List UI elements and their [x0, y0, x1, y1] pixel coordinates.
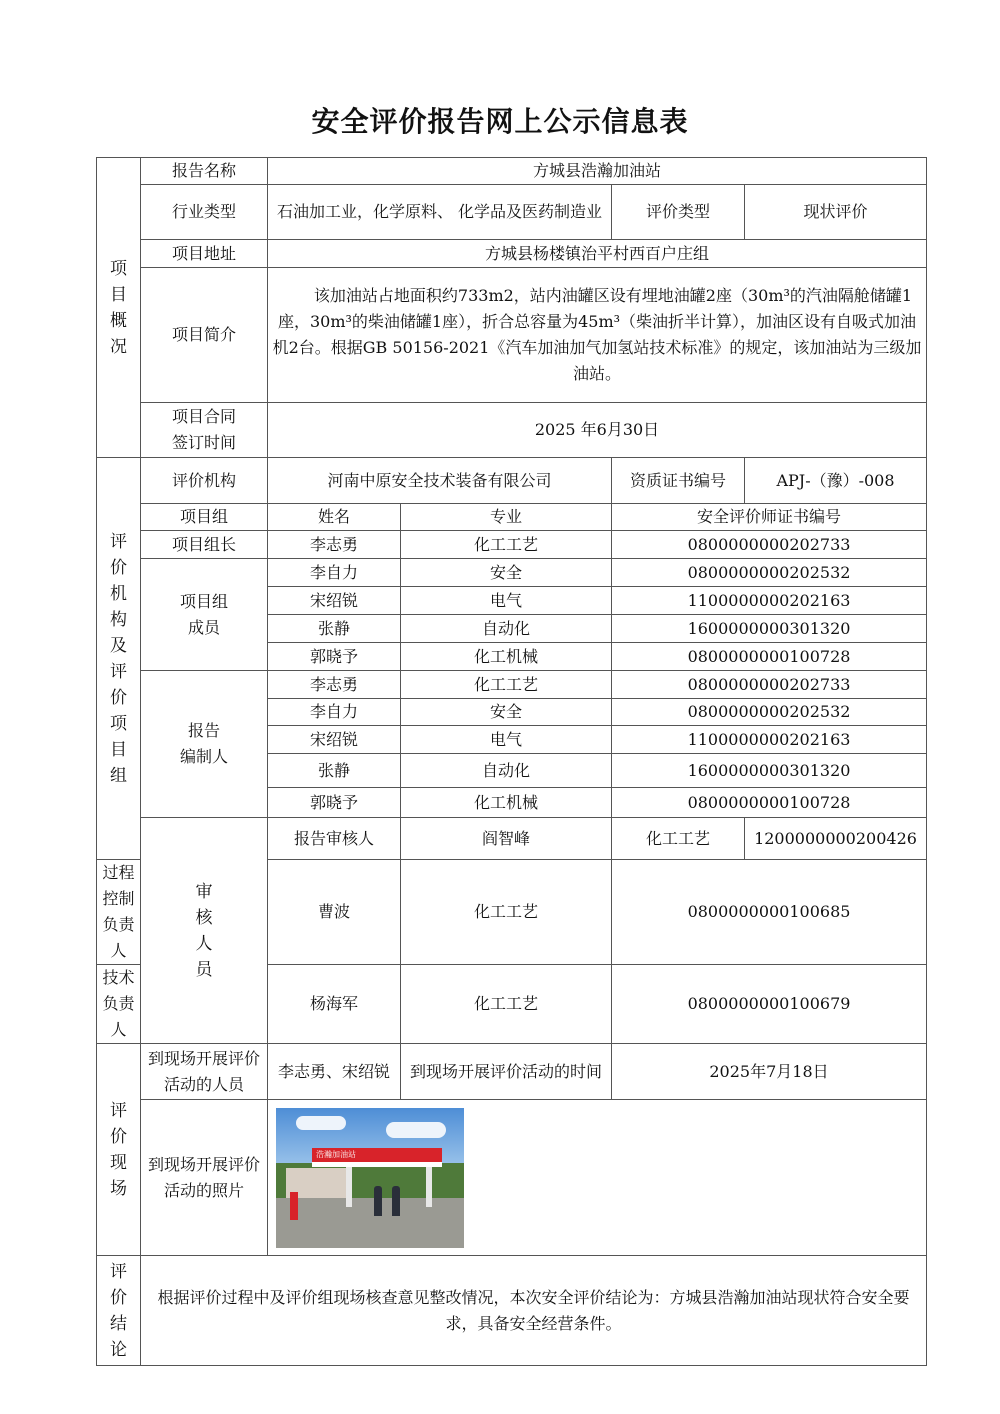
row-agency	[97, 458, 927, 504]
process-cert: 0800000000100685	[612, 860, 927, 965]
auditor-cert: 1200000000200426	[745, 818, 927, 860]
member-cert: 1600000000301320	[612, 615, 927, 643]
contract-date: 2025 年6月30日	[268, 403, 927, 458]
conclusion-text: 根据评价过程中及评价组现场核查意见整改情况，本次安全评价结论为：方城县浩瀚加油站现状符合安全要求，具备安全经营条件。	[141, 1256, 927, 1366]
row-address	[97, 240, 927, 268]
tech-name: 杨海军	[268, 965, 401, 1044]
table-row	[97, 559, 927, 587]
eval-type-value: 现状评价	[745, 185, 927, 240]
intro-label: 项目简介	[141, 268, 268, 403]
section-conclusion: 评价结论	[97, 1256, 141, 1366]
page-title: 安全评价报告网上公示信息表	[311, 105, 689, 138]
site-people-label: 到现场开展评价活动的人员	[141, 1044, 268, 1100]
cert-value: APJ-（豫）-008	[745, 458, 927, 504]
member-name: 郭晓予	[268, 643, 401, 671]
row-contract	[97, 403, 927, 458]
row-site-people	[97, 1044, 927, 1100]
leader-name: 李志勇	[268, 531, 401, 559]
intro-value: 该加油站占地面积约733m2，站内油罐区设有埋地油罐2座（30m³的汽油隔舱储罐1座，30m³的柴油储罐1座），折合总容量为45m³（柴油折半计算），加油区设有自吸式加油机2台。根据GB 50156-2021《汽车加油加气加氢站技术标准》的规定，该加油站为三级加油站。	[268, 268, 927, 403]
auditor-name: 阎智峰	[401, 818, 612, 860]
leader-label: 项目组长	[141, 531, 268, 559]
agency-label: 评价机构	[141, 458, 268, 504]
section-overview: 项目概况	[97, 158, 141, 458]
member-cert: 0800000000202532	[612, 559, 927, 587]
section-review: 审核人员	[141, 818, 268, 1044]
industry-value: 石油加工业，化学原料、 化学品及医药制造业	[268, 185, 612, 240]
member-name: 张静	[268, 615, 401, 643]
member-name: 宋绍锐	[268, 587, 401, 615]
station-sign-text: 浩瀚加油站	[316, 1149, 356, 1159]
writer-name: 李志勇	[268, 671, 401, 699]
col-name-header: 姓名	[268, 504, 401, 531]
tech-label: 技术负责人	[97, 965, 141, 1044]
report-name-label: 报告名称	[141, 158, 268, 185]
writer-major: 安全	[401, 699, 612, 726]
writer-name: 宋绍锐	[268, 726, 401, 754]
member-major: 化工机械	[401, 643, 612, 671]
cert-label: 资质证书编号	[612, 458, 745, 504]
agency-value: 河南中原安全技术装备有限公司	[268, 458, 612, 504]
writer-cert: 0800000000100728	[612, 788, 927, 818]
row-site-photo	[97, 1100, 927, 1256]
leader-cert: 0800000000202733	[612, 531, 927, 559]
address-value: 方城县杨楼镇治平村西百户庄组	[268, 240, 927, 268]
info-table	[96, 157, 927, 1366]
tech-cert: 0800000000100679	[612, 965, 927, 1044]
writer-cert: 0800000000202532	[612, 699, 927, 726]
writer-major: 化工机械	[401, 788, 612, 818]
process-major: 化工工艺	[401, 860, 612, 965]
col-group-header: 项目组	[141, 504, 268, 531]
auditor-major: 化工工艺	[612, 818, 745, 860]
process-name: 曹波	[268, 860, 401, 965]
member-cert: 0800000000100728	[612, 643, 927, 671]
site-photo-label: 到现场开展评价活动的照片	[141, 1100, 268, 1256]
col-cert-header: 安全评价师证书编号	[612, 504, 927, 531]
member-name: 李自力	[268, 559, 401, 587]
process-label: 过程控制 负责人	[97, 860, 141, 965]
member-cert: 1100000000202163	[612, 587, 927, 615]
members-label: 项目组 成员	[141, 559, 268, 671]
row-conclusion	[97, 1256, 927, 1366]
tech-major: 化工工艺	[401, 965, 612, 1044]
writer-major: 化工工艺	[401, 671, 612, 699]
writer-cert: 1600000000301320	[612, 754, 927, 788]
section-org: 评价机构及评价项目组	[97, 458, 141, 860]
site-time-label: 到现场开展评价活动的时间	[401, 1044, 612, 1100]
col-major-header: 专业	[401, 504, 612, 531]
site-photo	[276, 1108, 464, 1248]
leader-major: 化工工艺	[401, 531, 612, 559]
writer-name: 张静	[268, 754, 401, 788]
writer-cert: 0800000000202733	[612, 671, 927, 699]
contract-label: 项目合同 签订时间	[141, 403, 268, 458]
row-intro	[97, 268, 927, 403]
writer-name: 李自力	[268, 699, 401, 726]
auditor-label: 报告审核人	[268, 818, 401, 860]
member-major: 安全	[401, 559, 612, 587]
writer-major: 自动化	[401, 754, 612, 788]
row-report-name	[97, 158, 927, 185]
row-col-headers	[97, 504, 927, 531]
site-people-value: 李志勇、宋绍锐	[268, 1044, 401, 1100]
row-leader	[97, 531, 927, 559]
row-industry	[97, 185, 927, 240]
address-label: 项目地址	[141, 240, 268, 268]
industry-label: 行业类型	[141, 185, 268, 240]
writer-name: 郭晓予	[268, 788, 401, 818]
site-photo-cell	[268, 1100, 927, 1256]
section-site: 评价现场	[97, 1044, 141, 1256]
writer-major: 电气	[401, 726, 612, 754]
row-auditor	[97, 818, 927, 860]
member-major: 自动化	[401, 615, 612, 643]
writers-label: 报告 编制人	[141, 671, 268, 818]
table-row	[97, 671, 927, 699]
site-time-value: 2025年7月18日	[612, 1044, 927, 1100]
eval-type-label: 评价类型	[612, 185, 745, 240]
report-name-value: 方城县浩瀚加油站	[268, 158, 927, 185]
member-major: 电气	[401, 587, 612, 615]
writer-cert: 1100000000202163	[612, 726, 927, 754]
